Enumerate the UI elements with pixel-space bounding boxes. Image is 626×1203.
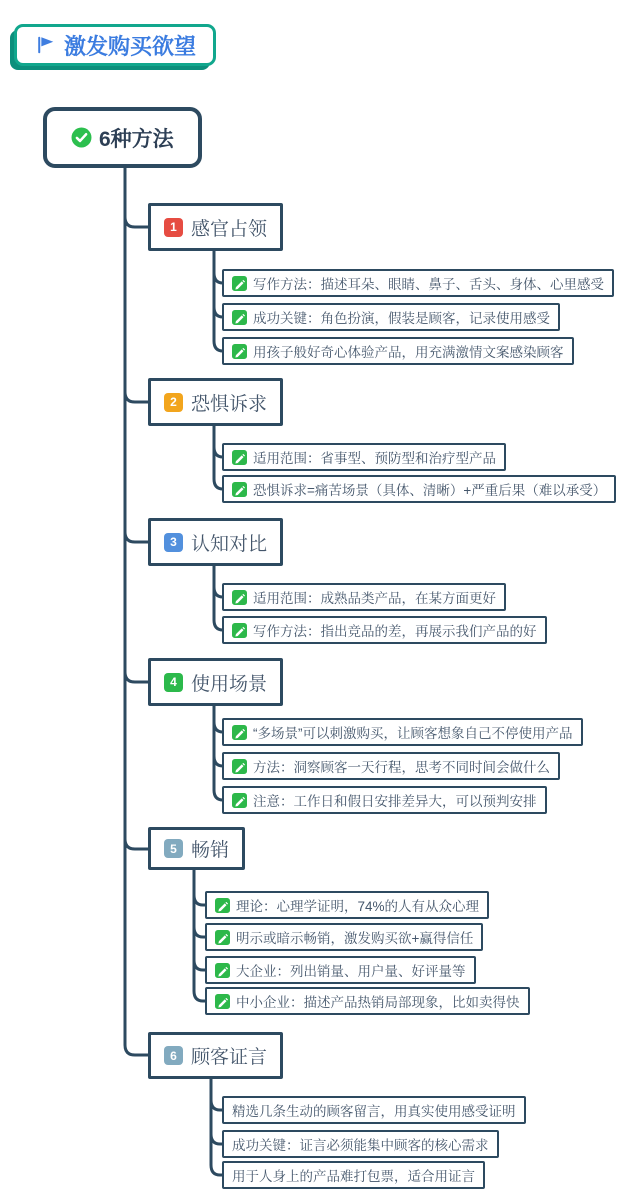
branch-node-scenario[interactable]	[148, 658, 283, 706]
pencil-icon	[232, 276, 247, 291]
leaf-node[interactable]	[222, 752, 560, 780]
leaf-text: 恐惧诉求=痛苦场景（具体、清晰）+严重后果（难以承受）	[253, 483, 607, 498]
number-5-badge: 5	[164, 839, 183, 858]
branch-node-bestseller[interactable]	[148, 827, 245, 870]
leaf-node[interactable]	[222, 303, 560, 331]
pencil-icon	[215, 963, 230, 978]
leaf-node[interactable]	[222, 1161, 485, 1189]
leaf-text: 方法：洞察顾客一天行程，思考不同时间会做什么	[253, 760, 550, 775]
pencil-icon	[232, 725, 247, 740]
root-node[interactable]	[43, 107, 202, 168]
leaf-node[interactable]	[222, 1130, 499, 1158]
branch-label: 感官占领	[191, 218, 268, 240]
pencil-icon	[232, 590, 247, 605]
map-title-label: 激发购买欲望	[64, 33, 197, 59]
leaf-text: 适用范围：成熟品类产品，在某方面更好	[253, 591, 496, 606]
leaf-text: 用孩子般好奇心体验产品，用充满激情文案感染顾客	[253, 345, 564, 360]
branch-node-fear[interactable]	[148, 378, 283, 426]
pencil-icon	[215, 930, 230, 945]
branch-label: 认知对比	[191, 533, 268, 555]
check-icon	[71, 127, 92, 148]
leaf-node[interactable]	[222, 269, 614, 297]
leaf-text: 中小企业：描述产品热销局部现象，比如卖得快	[236, 995, 520, 1010]
pencil-icon	[232, 344, 247, 359]
leaf-node[interactable]	[222, 583, 506, 611]
pencil-icon	[232, 310, 247, 325]
branch-node-contrast[interactable]	[148, 518, 283, 566]
leaf-node[interactable]	[222, 718, 583, 746]
number-2-badge: 2	[164, 393, 183, 412]
branch-node-testimonial[interactable]	[148, 1032, 283, 1079]
pencil-icon	[232, 759, 247, 774]
pencil-icon	[232, 450, 247, 465]
root-label: 6种方法	[99, 127, 174, 151]
pencil-icon	[232, 482, 247, 497]
leaf-text: 成功关键：证言必须能集中顾客的核心需求	[232, 1138, 489, 1153]
leaf-node[interactable]	[222, 786, 547, 814]
leaf-text: “多场景”可以刺激购买，让顾客想象自己不停使用产品	[253, 726, 573, 741]
branch-label: 恐惧诉求	[191, 393, 268, 415]
leaf-text: 适用范围：省事型、预防型和治疗型产品	[253, 451, 496, 466]
leaf-node[interactable]	[205, 923, 483, 951]
leaf-node[interactable]	[205, 891, 489, 919]
pencil-icon	[215, 898, 230, 913]
pencil-icon	[232, 623, 247, 638]
number-4-badge: 4	[164, 673, 183, 692]
number-1-badge: 1	[164, 218, 183, 237]
pencil-icon	[215, 994, 230, 1009]
flag-icon	[34, 34, 56, 56]
branch-label: 使用场景	[191, 673, 268, 695]
leaf-node[interactable]	[222, 616, 547, 644]
branch-node-sensory[interactable]	[148, 203, 283, 251]
leaf-text: 写作方法：指出竞品的差，再展示我们产品的好	[253, 624, 537, 639]
leaf-text: 成功关键：角色扮演，假装是顾客，记录使用感受	[253, 311, 550, 326]
leaf-text: 明示或暗示畅销，激发购买欲+赢得信任	[236, 931, 474, 946]
leaf-node[interactable]	[205, 987, 530, 1015]
leaf-text: 注意：工作日和假日安排差异大，可以预判安排	[253, 794, 537, 809]
leaf-node[interactable]	[205, 956, 476, 984]
leaf-text: 大企业：列出销量、用户量、好评量等	[236, 964, 466, 979]
map-title-node[interactable]	[14, 24, 216, 66]
branch-label: 顾客证言	[191, 1047, 268, 1068]
leaf-text: 理论：心理学证明，74%的人有从众心理	[236, 899, 480, 914]
pencil-icon	[232, 793, 247, 808]
leaf-text: 用于人身上的产品难打包票，适合用证言	[232, 1169, 475, 1184]
number-6-badge: 6	[164, 1046, 183, 1065]
leaf-node[interactable]	[222, 337, 574, 365]
leaf-node[interactable]	[222, 443, 506, 471]
leaf-node[interactable]	[222, 475, 616, 503]
leaf-text: 写作方法：描述耳朵、眼睛、鼻子、舌头、身体、心里感受	[253, 277, 604, 292]
number-3-badge: 3	[164, 533, 183, 552]
branch-label: 畅销	[191, 840, 230, 861]
leaf-text: 精选几条生动的顾客留言，用真实使用感受证明	[232, 1104, 516, 1119]
leaf-node[interactable]	[222, 1096, 526, 1124]
